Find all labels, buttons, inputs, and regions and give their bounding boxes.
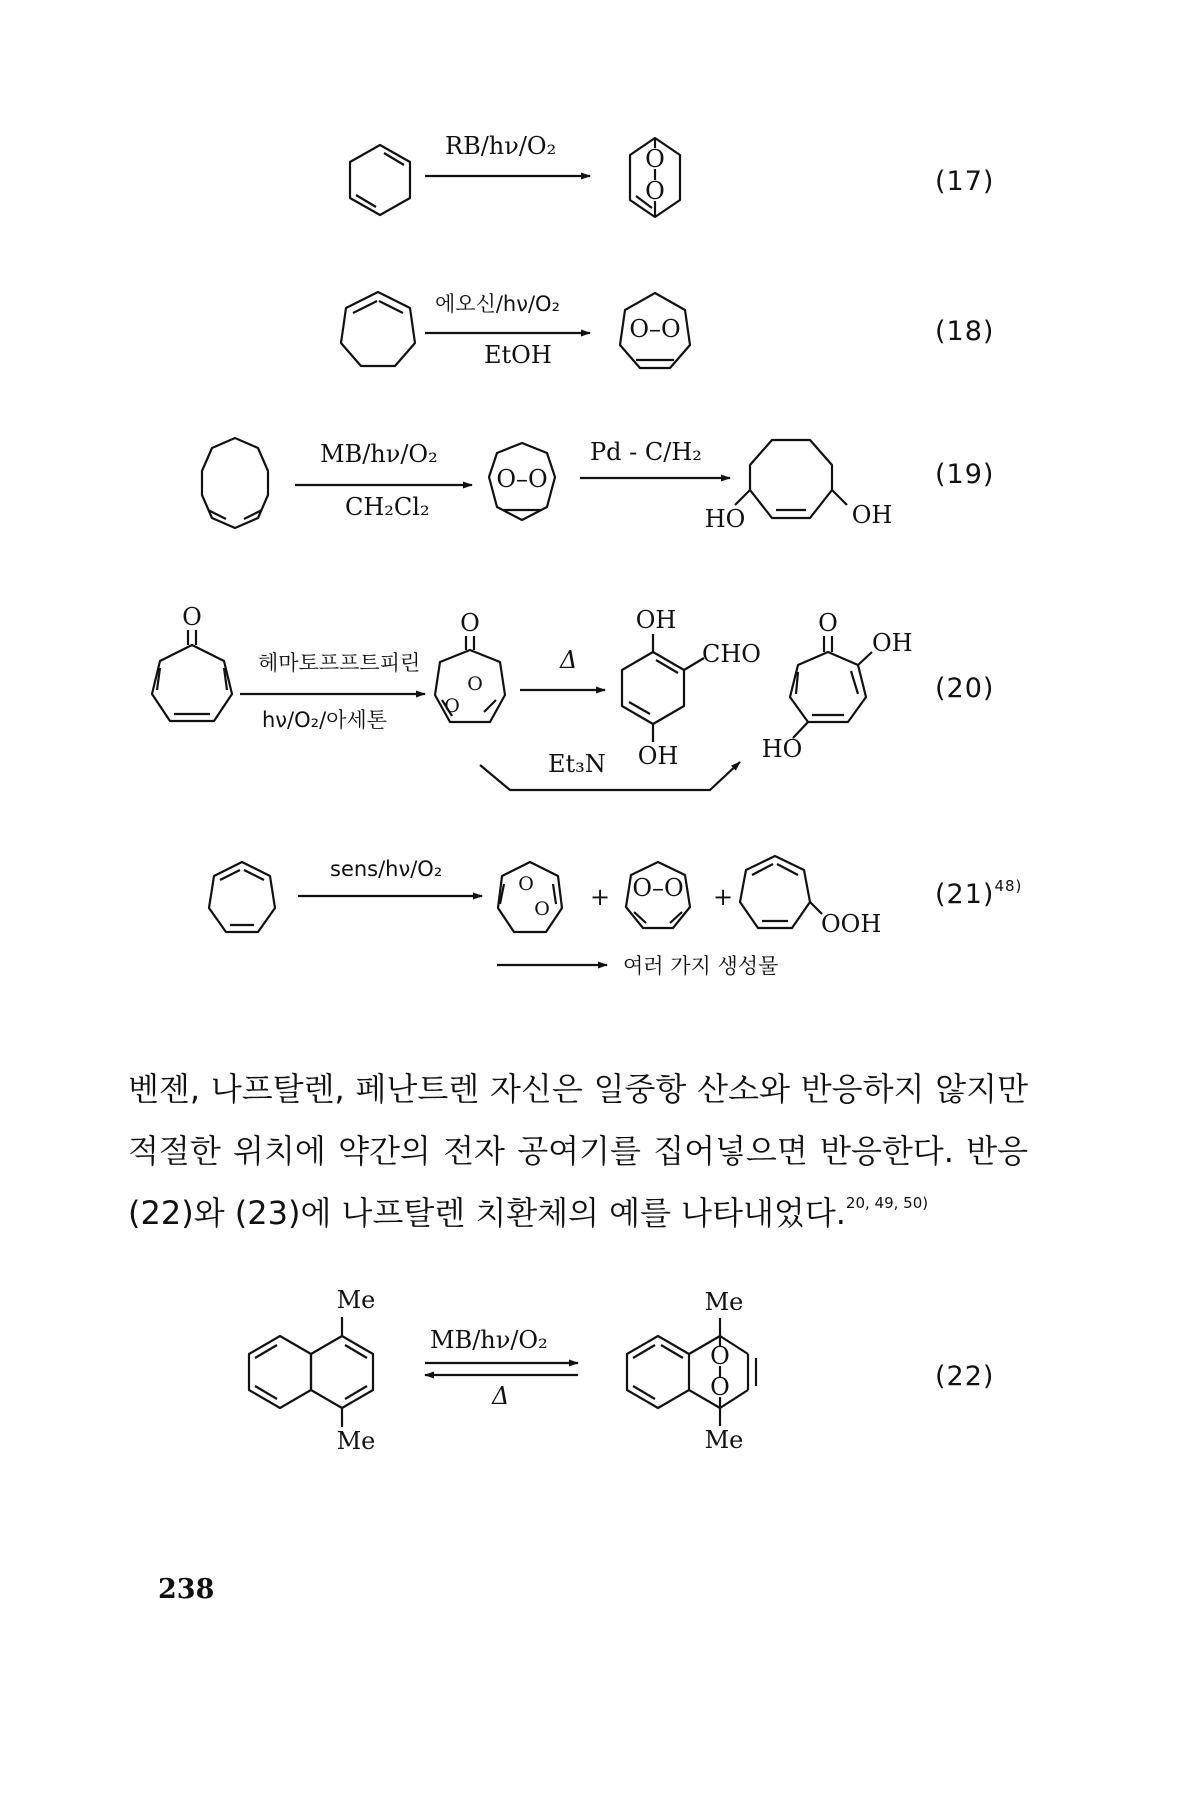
r21-plus-1: + — [590, 883, 611, 911]
r20-product1-hydroxyl-bottom: OH — [637, 742, 679, 770]
equation-number-21 — [935, 877, 1022, 910]
equation-number-19: (19) — [935, 459, 995, 490]
r18-arrow-label-below: EtOH — [484, 341, 552, 369]
cyclohexadiene-structure — [350, 145, 410, 215]
r21-product2-bridge: O–O — [632, 874, 684, 902]
r21-product1-oxygen-1: O — [518, 873, 534, 895]
paragraph-reference: 20, 49, 50) — [845, 1194, 929, 1212]
dimethylnaphthalene-structure — [249, 1286, 375, 1455]
r19-arrow1-label-above: MB/hν/O₂ — [320, 440, 438, 468]
r20-ketone-oxygen: O — [182, 603, 202, 631]
r20-lower-arrow-label: Et₃N — [548, 750, 606, 778]
r20-product1-aldehyde: CHO — [702, 640, 761, 668]
reaction-19 — [202, 438, 994, 533]
tropone-structure — [152, 603, 232, 721]
paragraph-text: 벤젠, 나프탈렌, 페난트렌 자신은 일중항 산소와 반응하지 않지만 적절한 위치에 약간의 전자 공여기를 집어넣으면 반응한다. 반응 (22)와 (23)에 나프탈렌 치환체의 예를 나타내었다. — [128, 1070, 1028, 1232]
r21-number: (21) — [935, 879, 995, 910]
equation-number-20: (20) — [935, 673, 995, 704]
r20-arrow1-label-above: 헤마토프프트피린 — [258, 651, 421, 675]
r19-arrow2-label: Pd - C/H₂ — [590, 438, 702, 466]
bicyclic-endoperoxide-21 — [498, 862, 562, 932]
r20-intermediate-ketone-oxygen: O — [460, 609, 480, 637]
cyclooctadiene-structure — [202, 438, 268, 528]
dihydroxybenzaldehyde-structure — [622, 606, 761, 770]
r22-product-methyl-bottom: Me — [704, 1426, 744, 1454]
r18-peroxide-bridge: O–O — [629, 315, 681, 343]
tropone-endoperoxide-structure — [435, 609, 505, 722]
r20-lower-arrow — [480, 762, 740, 790]
r17-oxygen-2: O — [645, 177, 665, 205]
naphthalene-endoperoxide-structure — [627, 1288, 756, 1454]
r18-arrow-label-above: 에오신/hν/O₂ — [435, 292, 560, 316]
body-paragraph — [128, 1058, 1028, 1244]
bicyclic-peroxide-structure — [620, 293, 690, 368]
cycloheptatriene-structure — [209, 862, 275, 932]
r21-arrow-label: sens/hν/O₂ — [330, 857, 443, 881]
cycloheptadiene-structure — [341, 292, 415, 366]
r19-hydroxyl-left: HO — [704, 505, 746, 533]
bicyclic-peroxide-21 — [626, 862, 690, 928]
r20-heat-label: Δ — [560, 646, 578, 674]
r19-peroxide-bridge: O–O — [496, 465, 548, 493]
r22-product-oxygen-1: O — [710, 1342, 730, 1370]
equation-number-18: (18) — [935, 316, 995, 347]
r21-plus-2: + — [713, 883, 734, 911]
r21-hydroperoxide-group: OOH — [821, 910, 882, 938]
bicyclic-peroxide-structure-19 — [489, 443, 555, 520]
bicyclic-endoperoxide-structure — [630, 138, 680, 217]
r20-arrow1-label-below: hν/O₂/아세톤 — [262, 708, 387, 732]
hydroxytropolone-structure — [762, 609, 913, 763]
r20-peroxide-oxygen-2: O — [444, 695, 460, 717]
r22-product-methyl-top: Me — [704, 1288, 744, 1316]
r17-oxygen-1: O — [645, 145, 665, 173]
r22-reactant-methyl-top: Me — [336, 1286, 376, 1314]
cycloheptatrienyl-hydroperoxide — [740, 856, 881, 938]
reaction-20 — [152, 603, 994, 790]
r20-product2-ho: HO — [761, 735, 803, 763]
r20-peroxide-oxygen-1: O — [467, 673, 483, 695]
reaction-18 — [341, 292, 994, 369]
cyclooctenediol-structure — [705, 440, 893, 533]
equation-number-17: (17) — [935, 166, 995, 197]
r19-hydroxyl-right: OH — [851, 501, 893, 529]
r22-reactant-methyl-bottom: Me — [336, 1427, 376, 1455]
r21-product1-oxygen-2: O — [534, 898, 550, 920]
reaction-22 — [249, 1286, 994, 1455]
r22-heat-label: Δ — [492, 1382, 510, 1410]
r22-product-oxygen-2: O — [710, 1373, 730, 1401]
r20-product2-ketone-oxygen: O — [818, 609, 838, 637]
page-number: 238 — [158, 1574, 215, 1605]
r17-arrow-label: RB/hν/O₂ — [445, 132, 557, 160]
r21-further-label: 여러 가지 생성물 — [623, 954, 779, 978]
r19-arrow1-label-below: CH₂Cl₂ — [345, 493, 430, 521]
equation-number-22: (22) — [935, 1361, 995, 1392]
r22-arrow-label-above: MB/hν/O₂ — [430, 1326, 548, 1354]
r21-reference: 48) — [994, 877, 1023, 895]
r20-product1-hydroxyl-top: OH — [635, 606, 677, 634]
reaction-21 — [209, 856, 1022, 978]
r20-product2-hydroxyl: OH — [872, 629, 913, 657]
reaction-17 — [350, 132, 994, 217]
